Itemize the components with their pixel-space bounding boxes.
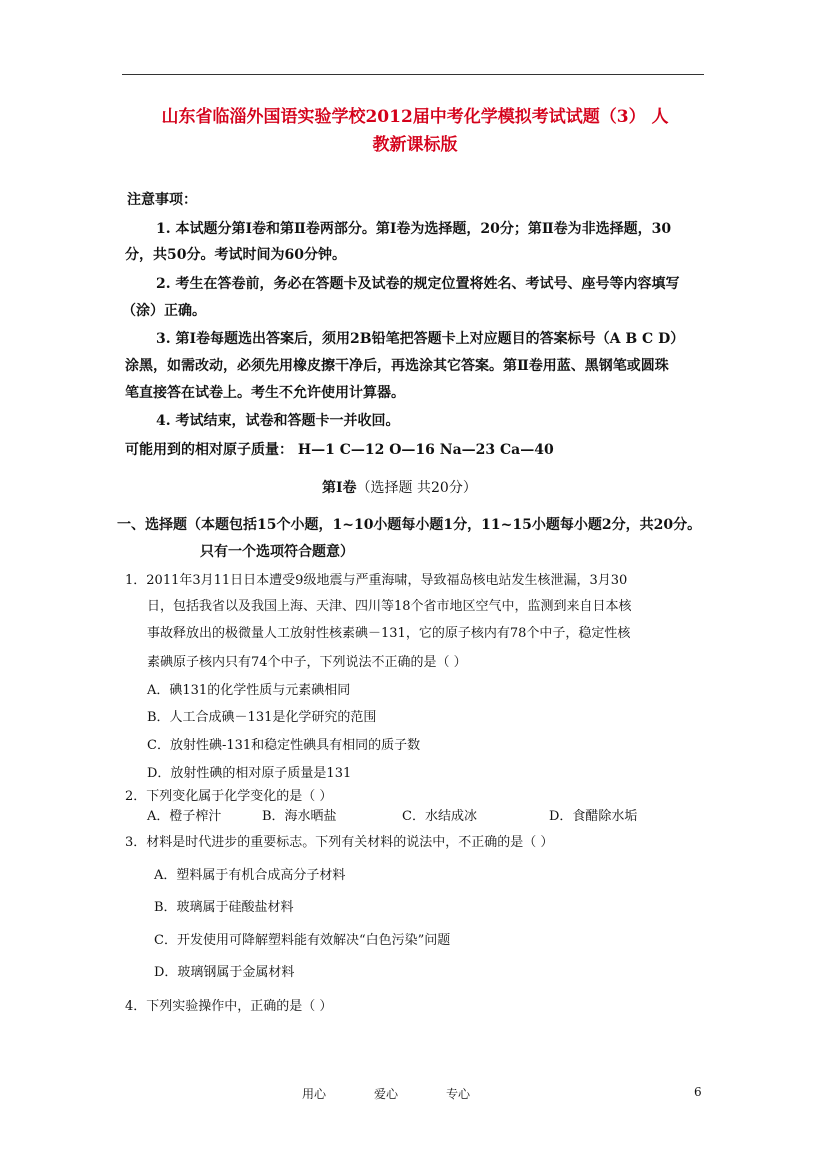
atomic-masses: 可能用到的相对原子质量： H—1 C—12 O—16 Na—23 Ca—40: [125, 442, 554, 458]
question-4-stem: 4．下列实验操作中，正确的是（ ）: [125, 999, 333, 1014]
page-title: [120, 103, 710, 159]
question-1-option-c: C．放射性碘-131和稳定性碘具有相同的质子数: [147, 738, 421, 753]
title-line-1: 山东省临淄外国语实验学校2012届中考化学模拟考试试题（3） 人: [161, 107, 669, 127]
question-1-stem-line-1: 1．2011年3月11日日本遭受9级地震与严重海啸，导致福岛核电站发生核泄漏，3月30: [125, 573, 628, 588]
question-2-option-d: D．食醋除水垢: [549, 809, 638, 824]
question-1-stem-line-3: 事故释放出的极微量人工放射性核素碘－131，它的原子核内有78个中子，稳定性核: [147, 626, 631, 641]
question-2-option-a: A．橙子榨汁: [147, 809, 222, 824]
question-1-option-a: A．碘131的化学性质与元素碘相同: [147, 683, 351, 698]
question-3-option-a: A．塑料属于有机合成高分子材料: [154, 868, 346, 883]
question-3-option-d: D．玻璃钢属于金属材料: [154, 965, 295, 980]
question-2-option-b: B．海水晒盐: [262, 809, 337, 824]
question-2-option-c: C．水结成冰: [402, 809, 477, 824]
section-heading-line-1: 一、选择题（本题包括15个小题，1~10小题每小题1分，11~15小题每小题2分，共20分。: [117, 517, 702, 533]
notice-item-2-line-1: 2. 考生在答卷前，务必在答题卡及试卷的规定位置将姓名、考试号、座号等内容填写: [156, 276, 680, 292]
notice-item-4: 4. 考试结束，试卷和答题卡一并收回。: [156, 413, 400, 429]
question-1-option-b: B．人工合成碘－131是化学研究的范围: [147, 710, 377, 725]
footer-motto-1: 用心: [302, 1087, 327, 1101]
question-3-option-c: C．开发使用可降解塑料能有效解决“白色污染”问题: [154, 933, 451, 948]
question-3-option-b: B．玻璃属于硅酸盐材料: [154, 900, 294, 915]
notice-item-3-line-1: 3. 第Ⅰ卷每题选出答案后，须用2B铅笔把答题卡上对应题目的答案标号（A B C D）: [156, 331, 685, 347]
notice-item-1-line-2: 分，共50分。考试时间为60分钟。: [125, 247, 346, 263]
footer-motto-2: 爱心: [374, 1087, 399, 1101]
title-line-2: 教新课标版: [372, 135, 458, 155]
part1-heading-bold: 第Ⅰ卷: [322, 480, 357, 496]
question-1-stem-line-4: 素碘原子核内只有74个中子，下列说法不正确的是（ ）: [147, 655, 467, 670]
question-3-stem: 3．材料是时代进步的重要标志。下列有关材料的说法中，不正确的是（ ）: [125, 835, 554, 850]
part1-heading-rest: （选择题 共20分）: [356, 480, 477, 496]
footer-motto-3: 专心: [446, 1087, 471, 1101]
notice-heading: 注意事项：: [127, 192, 197, 208]
part1-heading: [322, 478, 477, 498]
section-heading-line-2: 只有一个选项符合题意）: [200, 544, 354, 560]
question-1-stem-line-2: 日，包括我省以及我国上海、天津、四川等18个省市地区空气中，监测到来自日本核: [147, 599, 632, 614]
notice-item-3-line-2: 涂黑，如需改动，必须先用橡皮擦干净后，再选涂其它答案。第Ⅱ卷用蓝、黑钢笔或圆珠: [125, 358, 669, 374]
header-rule: [122, 74, 704, 75]
question-1-option-d: D．放射性碘的相对原子质量是131: [147, 766, 352, 781]
notice-item-3-line-3: 笔直接答在试卷上。考生不允许使用计算器。: [125, 385, 405, 401]
notice-item-2-line-2: （涂）正确。: [122, 303, 206, 319]
notice-item-1-line-1: 1. 本试题分第Ⅰ卷和第Ⅱ卷两部分。第Ⅰ卷为选择题，20分；第Ⅱ卷为非选择题，30: [156, 221, 672, 237]
page-number: 6: [694, 1085, 702, 1099]
question-2-stem: 2．下列变化属于化学变化的是（ ）: [125, 789, 333, 804]
